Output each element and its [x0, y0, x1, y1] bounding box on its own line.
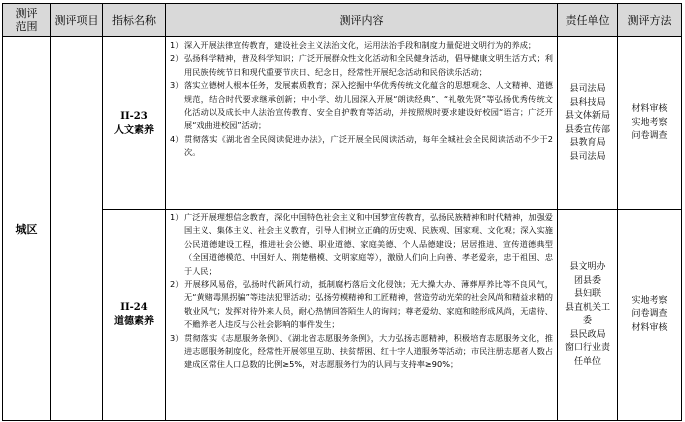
region-cell: 城区: [15, 223, 38, 236]
indicator-code: II-23: [120, 110, 148, 122]
content-item: 1）广泛开展理想信念教育，深化中国特色社会主义和中国梦宣传教育，弘扬民族精神和时代精神，加强爱国主义、集体主义、社会主义教育，引导人们树立正确的历史观、民族观、国家观、文化观；深入实施公民道德建设工程，推进社会公德、职业道德、家庭美德、个人品德建设；居居推进、宣传道德典型（全国道德模范、中国好人、荆楚楷模、文明家庭等），激励人们向上向善、孝老爱亲，忠于祖国、忠于人民；: [170, 212, 553, 276]
unit-name: 县文体新局: [564, 111, 610, 121]
unit-name: 窗口行业责任单位: [564, 343, 610, 367]
indicator-cell: [103, 38, 165, 209]
indicator-cell: [103, 210, 165, 420]
header-method: 测评方法: [617, 3, 682, 37]
content-cell: [166, 38, 557, 209]
content-item: 1）深入开展法律宣传教育，建设社会主义法治文化，运用法治手段和制度力量促进文明行为的养成；: [170, 40, 537, 50]
method-name: 问卷调查: [631, 131, 668, 142]
method-name: 材料审核: [631, 104, 668, 115]
header-content: 测评内容: [165, 3, 558, 37]
grid-line: [50, 37, 51, 421]
unit-name: 县妇联: [573, 289, 601, 299]
unit-name: 团县委: [573, 275, 601, 286]
unit-name: 县司法局: [569, 84, 606, 94]
method-cell: [618, 210, 681, 420]
content-item: 3）落实立德树人根本任务，发展素质教育；深入挖掘中华优秀传统文化蕴含的思想观念、人文精神、道德规范，结合时代要求继承创新；中小学、幼儿园深入开展“朗读经典”、“礼敬先贤”等弘扬优秀传统文化活动以及成长中人法治宣传教育、安全自护教育等活动，并按照规时要求建设好校园“语言；广泛开展“戏曲进校园”活动；: [170, 80, 553, 131]
content-item: 3）贯彻落实《志愿服务条例》、《湖北省志愿服务条例》，大力弘扬志愿精神，积极培育志愿服务文化，推进志愿服务制度化，经常性开展邻里互助、扶贫帮困、红十字人道服务等活动；市民注册志愿者人数占建成区常住人口总数的比例≥5%，对志愿服务行为的认同与支持率≥90%；: [170, 332, 553, 370]
content-item: 2）弘扬科学精神，普及科学知识；广泛开展群众性文化活动和全民健身活动，倡导健康文明生活方式；利用民族传统节日和现代重要节庆日、纪念日，经常性开展纪念活动和民俗读乐活动；: [170, 53, 553, 77]
header-scope: 测评 范围: [2, 3, 51, 37]
unit-cell: [558, 210, 617, 420]
unit-name: 县司法局: [569, 151, 606, 162]
header-unit: 责任单位: [557, 3, 618, 37]
method-name: 实地考察: [631, 117, 668, 128]
content-item: 2）开展移风易俗，弘扬时代新风行动，抵制腐朽落后文化侵蚀；无大操大办、薄葬厚养比等不良风气，无“黄赌毒黑拐骗”等违法犯罪活动；弘扬劳模精神和工匠精神，营造劳动光荣的社会风尚和精益求精的敬业风气；发挥对待外来人员，耐心热情回答陌生人的询问；尊老爱幼、家庭和睦形成风尚，无虐待、不赡养老人违反与公社会影响的事件发生；: [170, 279, 553, 330]
evaluation-table: [2, 3, 682, 421]
method-cell: [618, 38, 681, 209]
content-cell: [166, 210, 557, 420]
unit-name: 县文明办: [569, 262, 606, 272]
header-indicator: 指标名称: [102, 3, 166, 37]
indicator-name: 人文素养: [114, 124, 154, 136]
unit-name: 县直机关工委: [564, 302, 610, 326]
table-bottom-border: [2, 420, 682, 421]
unit-name: 县民政局: [569, 329, 606, 340]
unit-cell: [558, 38, 617, 209]
method-name: 问卷调查: [631, 309, 668, 320]
method-name: 实地考察: [631, 295, 668, 306]
method-name: 材料审核: [631, 322, 668, 333]
unit-name: 县科技局: [569, 97, 606, 108]
unit-name: 县委宣传部: [564, 124, 610, 135]
indicator-name: 道德素养: [114, 316, 154, 327]
unit-name: 县教育局: [569, 138, 606, 148]
grid-line: [681, 37, 682, 421]
content-item: 4）贯彻落实《湖北省全民阅读促进办法》，广泛开展全民阅读活动，每年全城社会全民阅读活动不少于2次。: [170, 133, 553, 158]
indicator-code: II-24: [120, 302, 148, 313]
header-item: 测评项目: [50, 3, 103, 37]
